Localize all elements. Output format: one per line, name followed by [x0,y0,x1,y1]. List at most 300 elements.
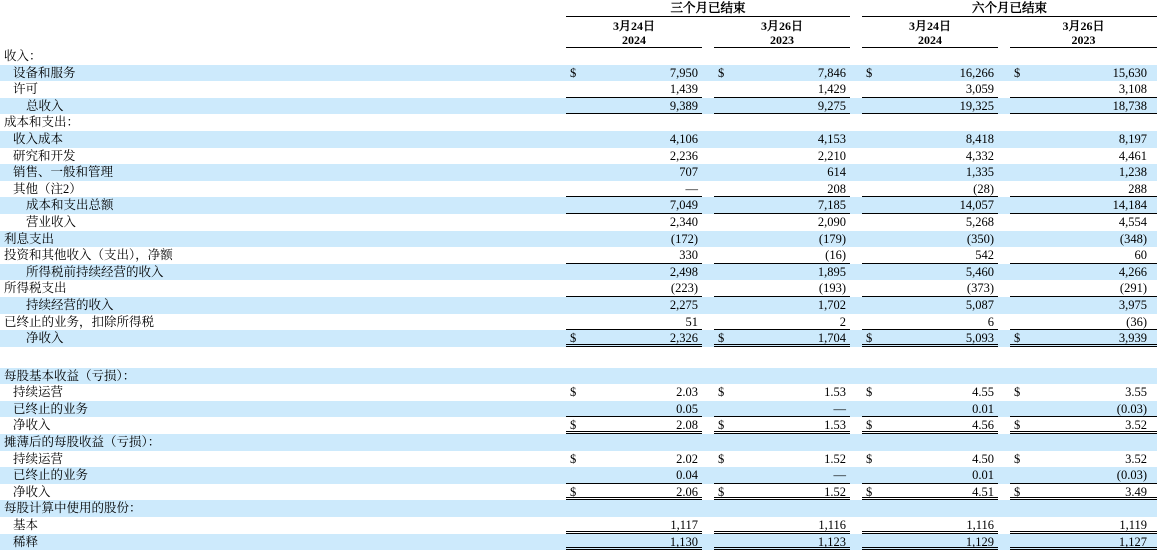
cell-value: 1,335 [965,165,994,180]
column-gap [702,368,714,385]
dollar-sign [1010,131,1028,148]
value-cell [1010,384,1157,401]
column-gap [850,48,862,65]
column-gap [998,131,1010,148]
cell-value [732,368,850,385]
cell-value: 4,106 [669,131,698,146]
cell-value [880,48,998,65]
dollar-sign [714,401,732,417]
value-cell [862,467,998,484]
column-gap [998,17,1010,48]
table-header-periods [0,0,1157,17]
table-row [0,214,1157,231]
value-cell [714,384,850,401]
column-gap [702,214,714,231]
dollar-sign: $ [570,385,577,400]
date-col-q3-2024 [566,17,702,48]
date-line1: 3月24日 [908,19,951,33]
value-cell [1010,500,1157,517]
cell-value: (348) [1119,231,1147,246]
column-gap [702,164,714,181]
value-cell [862,384,998,401]
value-cell [714,65,850,82]
value-cell [862,164,998,181]
value-cell [714,534,850,551]
dollar-sign [714,500,732,517]
column-gap [998,500,1010,517]
cell-value [880,434,998,451]
column-gap [998,517,1010,534]
value-cell [862,65,998,82]
cell-value: 2,210 [817,148,846,163]
row-label: 销售、一般和管理 [13,165,114,180]
dollar-sign [1010,114,1028,131]
dollar-sign [1010,534,1028,548]
cell-value: 1,127 [1118,534,1147,549]
dollar-sign [714,214,732,231]
value-cell [566,314,702,331]
dollar-sign [862,368,880,385]
value-cell [714,500,850,517]
value-cell [566,48,702,65]
cell-value: 7,049 [669,198,698,213]
value-cell [1010,434,1157,451]
column-gap [998,330,1010,347]
dollar-sign [862,297,880,314]
cell-value: 2.03 [676,385,698,400]
column-gap [850,467,862,484]
cell-value: 8,418 [965,131,994,146]
cell-value [880,500,998,517]
dollar-sign [1010,148,1028,165]
table-row [0,280,1157,297]
value-cell [1010,214,1157,231]
dollar-sign [862,247,880,263]
table-row [0,368,1157,385]
table-row [0,181,1157,198]
value-cell [566,401,702,418]
dollar-sign [566,314,584,330]
cell-value [584,368,702,385]
value-cell [862,131,998,148]
cell-value: (193) [818,281,846,296]
dollar-sign [566,181,584,197]
cell-value: 2,236 [669,148,698,163]
cell-value: 2 [839,314,846,329]
cell-value: 1,704 [817,331,846,346]
row-label: 净收入 [13,484,51,499]
dollar-sign [862,231,880,248]
column-gap [702,17,714,48]
table-row [0,297,1157,314]
dollar-sign [566,297,584,314]
cell-value: 1,116 [966,518,994,533]
column-gap [850,368,862,385]
column-gap [998,484,1010,501]
row-label: 已终止的业务 [13,401,89,416]
dollar-sign: $ [718,65,725,80]
row-label: 每股基本收益（亏损）： [4,368,136,383]
dollar-sign [714,164,732,181]
table-row [0,264,1157,281]
value-cell [566,368,702,385]
dollar-sign [862,164,880,181]
dollar-sign [1010,264,1028,281]
cell-value: 707 [679,165,698,180]
cell-value [1028,114,1157,131]
cell-value: 542 [975,248,994,263]
column-gap [850,214,862,231]
cell-value: 1,238 [1118,165,1147,180]
value-cell [1010,467,1157,484]
dollar-sign [862,214,880,231]
column-gap [998,48,1010,65]
dollar-sign [714,181,732,197]
cell-value: (373) [966,281,994,296]
column-gap [702,48,714,65]
dollar-sign [714,197,732,213]
cell-value [732,434,850,451]
date-line1: 3月26日 [1062,19,1105,33]
date-col-h1-2023 [1010,17,1157,48]
cell-value: (0.03) [1116,401,1147,416]
dollar-sign [566,98,584,114]
dollar-sign [714,434,732,451]
row-label: 其他（注2） [13,181,82,196]
column-gap [850,114,862,131]
cell-value: 9,275 [817,98,846,113]
column-gap [998,368,1010,385]
value-cell [862,114,998,131]
table-row [0,484,1157,501]
dollar-sign [1010,197,1028,213]
cell-value: 4,554 [1118,214,1147,229]
value-cell [862,314,998,331]
column-gap [702,280,714,297]
column-gap [702,231,714,248]
dollar-sign [1010,247,1028,263]
cell-value: 5,087 [965,297,994,312]
cell-value: (223) [670,281,698,296]
column-gap [998,297,1010,314]
value-cell [714,451,850,468]
value-cell [714,314,850,331]
dollar-sign [714,467,732,483]
cell-value [732,114,850,131]
value-cell [566,434,702,451]
dollar-sign [1010,181,1028,197]
dollar-sign [862,280,880,296]
dollar-sign [566,534,584,548]
dollar-sign [714,231,732,248]
dollar-sign [1010,434,1028,451]
column-gap [998,164,1010,181]
dollar-sign: $ [866,451,873,466]
column-gap [998,401,1010,418]
dollar-sign [1010,164,1028,181]
cell-value: 15,630 [1112,65,1147,80]
cell-value: 288 [1128,181,1147,196]
column-gap [998,247,1010,264]
column-gap [702,484,714,501]
value-cell [862,181,998,198]
cell-value: 2,275 [669,297,698,312]
cell-value [1028,368,1157,385]
dollar-sign [566,114,584,131]
cell-value: 7,846 [817,65,846,80]
dollar-sign [714,534,732,548]
dollar-sign [862,314,880,330]
dollar-sign [1010,280,1028,296]
value-cell [862,297,998,314]
cell-value: 1,123 [817,534,846,549]
dollar-sign [714,517,732,531]
dollar-sign [862,467,880,483]
column-gap [998,148,1010,165]
cell-value [1028,48,1157,65]
dollar-sign [862,534,880,548]
value-cell [862,434,998,451]
cell-value: 2,340 [669,214,698,229]
cell-value: — [833,401,846,416]
value-cell [862,81,998,98]
dollar-sign [566,280,584,296]
column-gap [998,451,1010,468]
value-cell [1010,114,1157,131]
value-cell [566,451,702,468]
table-row [0,247,1157,264]
row-label: 已终止的业务，扣除所得税 [4,314,155,329]
value-cell [566,181,702,198]
cell-value: 4.50 [972,451,994,466]
column-gap [850,197,862,214]
dollar-sign: $ [1014,484,1021,499]
table-row [0,534,1157,551]
row-label: 投资和其他收入（支出），净额 [4,248,173,263]
dollar-sign [1010,214,1028,231]
dollar-sign [862,500,880,517]
dollar-sign: $ [718,385,725,400]
value-cell [862,484,998,501]
dollar-sign: $ [1014,331,1021,346]
value-cell [862,517,998,534]
cell-value: 4,266 [1118,264,1147,279]
value-cell [862,534,998,551]
table-row [0,114,1157,131]
value-cell [862,48,998,65]
value-cell [566,148,702,165]
value-cell [714,264,850,281]
value-cell [714,214,850,231]
dollar-sign: $ [570,331,577,346]
cell-value: 4.56 [972,418,994,433]
dollar-sign [1010,467,1028,483]
column-gap [850,500,862,517]
column-gap [850,81,862,98]
dollar-sign: $ [570,418,577,433]
row-label: 所得税支出 [4,281,67,296]
value-cell [566,280,702,297]
table-row [0,131,1157,148]
table-row [0,81,1157,98]
cell-value: 60 [1134,248,1147,263]
value-cell [714,114,850,131]
cell-value: (28) [973,181,994,196]
column-gap [850,131,862,148]
dollar-sign [862,181,880,197]
cell-value: 4,153 [817,131,846,146]
column-gap [850,98,862,115]
cell-value: 330 [679,248,698,263]
dollar-sign: $ [866,418,873,433]
cell-value: 8,197 [1118,131,1147,146]
value-cell [1010,368,1157,385]
row-label: 持续运营 [13,451,64,466]
value-cell [566,297,702,314]
dollar-sign [1010,368,1028,385]
row-label: 许可 [13,82,39,97]
dollar-sign [566,164,584,181]
dollar-sign [862,197,880,213]
value-cell [1010,484,1157,501]
cell-value: 0.04 [676,468,698,483]
value-cell [566,534,702,551]
value-cell [714,330,850,347]
value-cell [1010,164,1157,181]
value-cell [566,384,702,401]
column-gap [850,264,862,281]
value-cell [714,467,850,484]
value-cell [714,148,850,165]
table-row [0,330,1157,347]
dollar-sign [714,148,732,165]
column-gap [702,384,714,401]
period-six-months: 六个月已结束 [862,0,1157,17]
cell-value: 1.52 [824,484,846,499]
value-cell [1010,401,1157,418]
dollar-sign [566,500,584,517]
cell-value: 1,129 [965,534,994,549]
period-three-months: 三个月已结束 [566,0,850,17]
date-col-h1-2024 [862,17,998,48]
cell-value: 6 [987,314,994,329]
row-label: 收入： [4,49,42,63]
cell-value: 1,117 [670,518,698,533]
dollar-sign: $ [866,484,873,499]
dollar-sign [714,280,732,296]
dollar-sign [862,148,880,165]
row-label: 持续运营 [13,385,64,400]
value-cell [1010,181,1157,198]
cell-value [584,114,702,131]
value-cell [566,231,702,248]
header-label-spacer [0,17,566,48]
dollar-sign [566,401,584,417]
column-gap [702,314,714,331]
value-cell [566,197,702,214]
table-row [0,164,1157,181]
dollar-sign: $ [570,451,577,466]
dollar-sign [714,81,732,97]
cell-value: 3.55 [1125,385,1147,400]
value-cell [1010,48,1157,65]
cell-value: 2,090 [817,214,846,229]
dollar-sign [1010,500,1028,517]
value-cell [1010,148,1157,165]
header-label-spacer [0,0,566,17]
value-cell [862,98,998,115]
dollar-sign [566,214,584,231]
cell-value: 208 [827,181,846,196]
value-cell [862,264,998,281]
table-header-dates [0,17,1157,48]
dollar-sign: $ [866,65,873,80]
dollar-sign [1010,517,1028,531]
column-gap [702,181,714,198]
dollar-sign [566,231,584,248]
table-row [0,500,1157,517]
value-cell [566,98,702,115]
column-gap [998,534,1010,551]
cell-value: 1.53 [824,418,846,433]
dollar-sign [1010,297,1028,314]
value-cell [714,280,850,297]
value-cell [1010,197,1157,214]
cell-value: (0.03) [1116,468,1147,483]
cell-value [584,48,702,65]
value-cell [1010,451,1157,468]
value-cell [566,484,702,501]
dollar-sign [862,98,880,114]
table-row [0,401,1157,418]
dollar-sign [566,48,584,65]
dollar-sign: $ [718,418,725,433]
dollar-sign: $ [570,484,577,499]
value-cell [566,500,702,517]
dollar-sign [566,517,584,531]
value-cell [566,517,702,534]
cell-value: 1.53 [824,385,846,400]
row-label: 已终止的业务 [13,468,89,483]
value-cell [862,148,998,165]
value-cell [714,131,850,148]
value-cell [566,114,702,131]
cell-value: 2,326 [669,331,698,346]
dollar-sign [1010,48,1028,65]
value-cell [714,517,850,534]
cell-value [732,48,850,65]
dollar-sign: $ [718,331,725,346]
cell-value: — [685,181,698,196]
table-row [0,48,1157,65]
column-gap [850,148,862,165]
cell-value: 2.08 [676,418,698,433]
cell-value: 16,266 [959,65,994,80]
dollar-sign [862,517,880,531]
dollar-sign [566,264,584,281]
cell-value: 0.01 [972,468,994,483]
value-cell [862,451,998,468]
table-row [0,197,1157,214]
cell-value [880,114,998,131]
column-gap [702,81,714,98]
dollar-sign: $ [718,484,725,499]
column-gap [850,384,862,401]
cell-value: 4,461 [1118,148,1147,163]
value-cell [1010,280,1157,297]
value-cell [1010,81,1157,98]
date-line2: 2023 [770,32,794,47]
